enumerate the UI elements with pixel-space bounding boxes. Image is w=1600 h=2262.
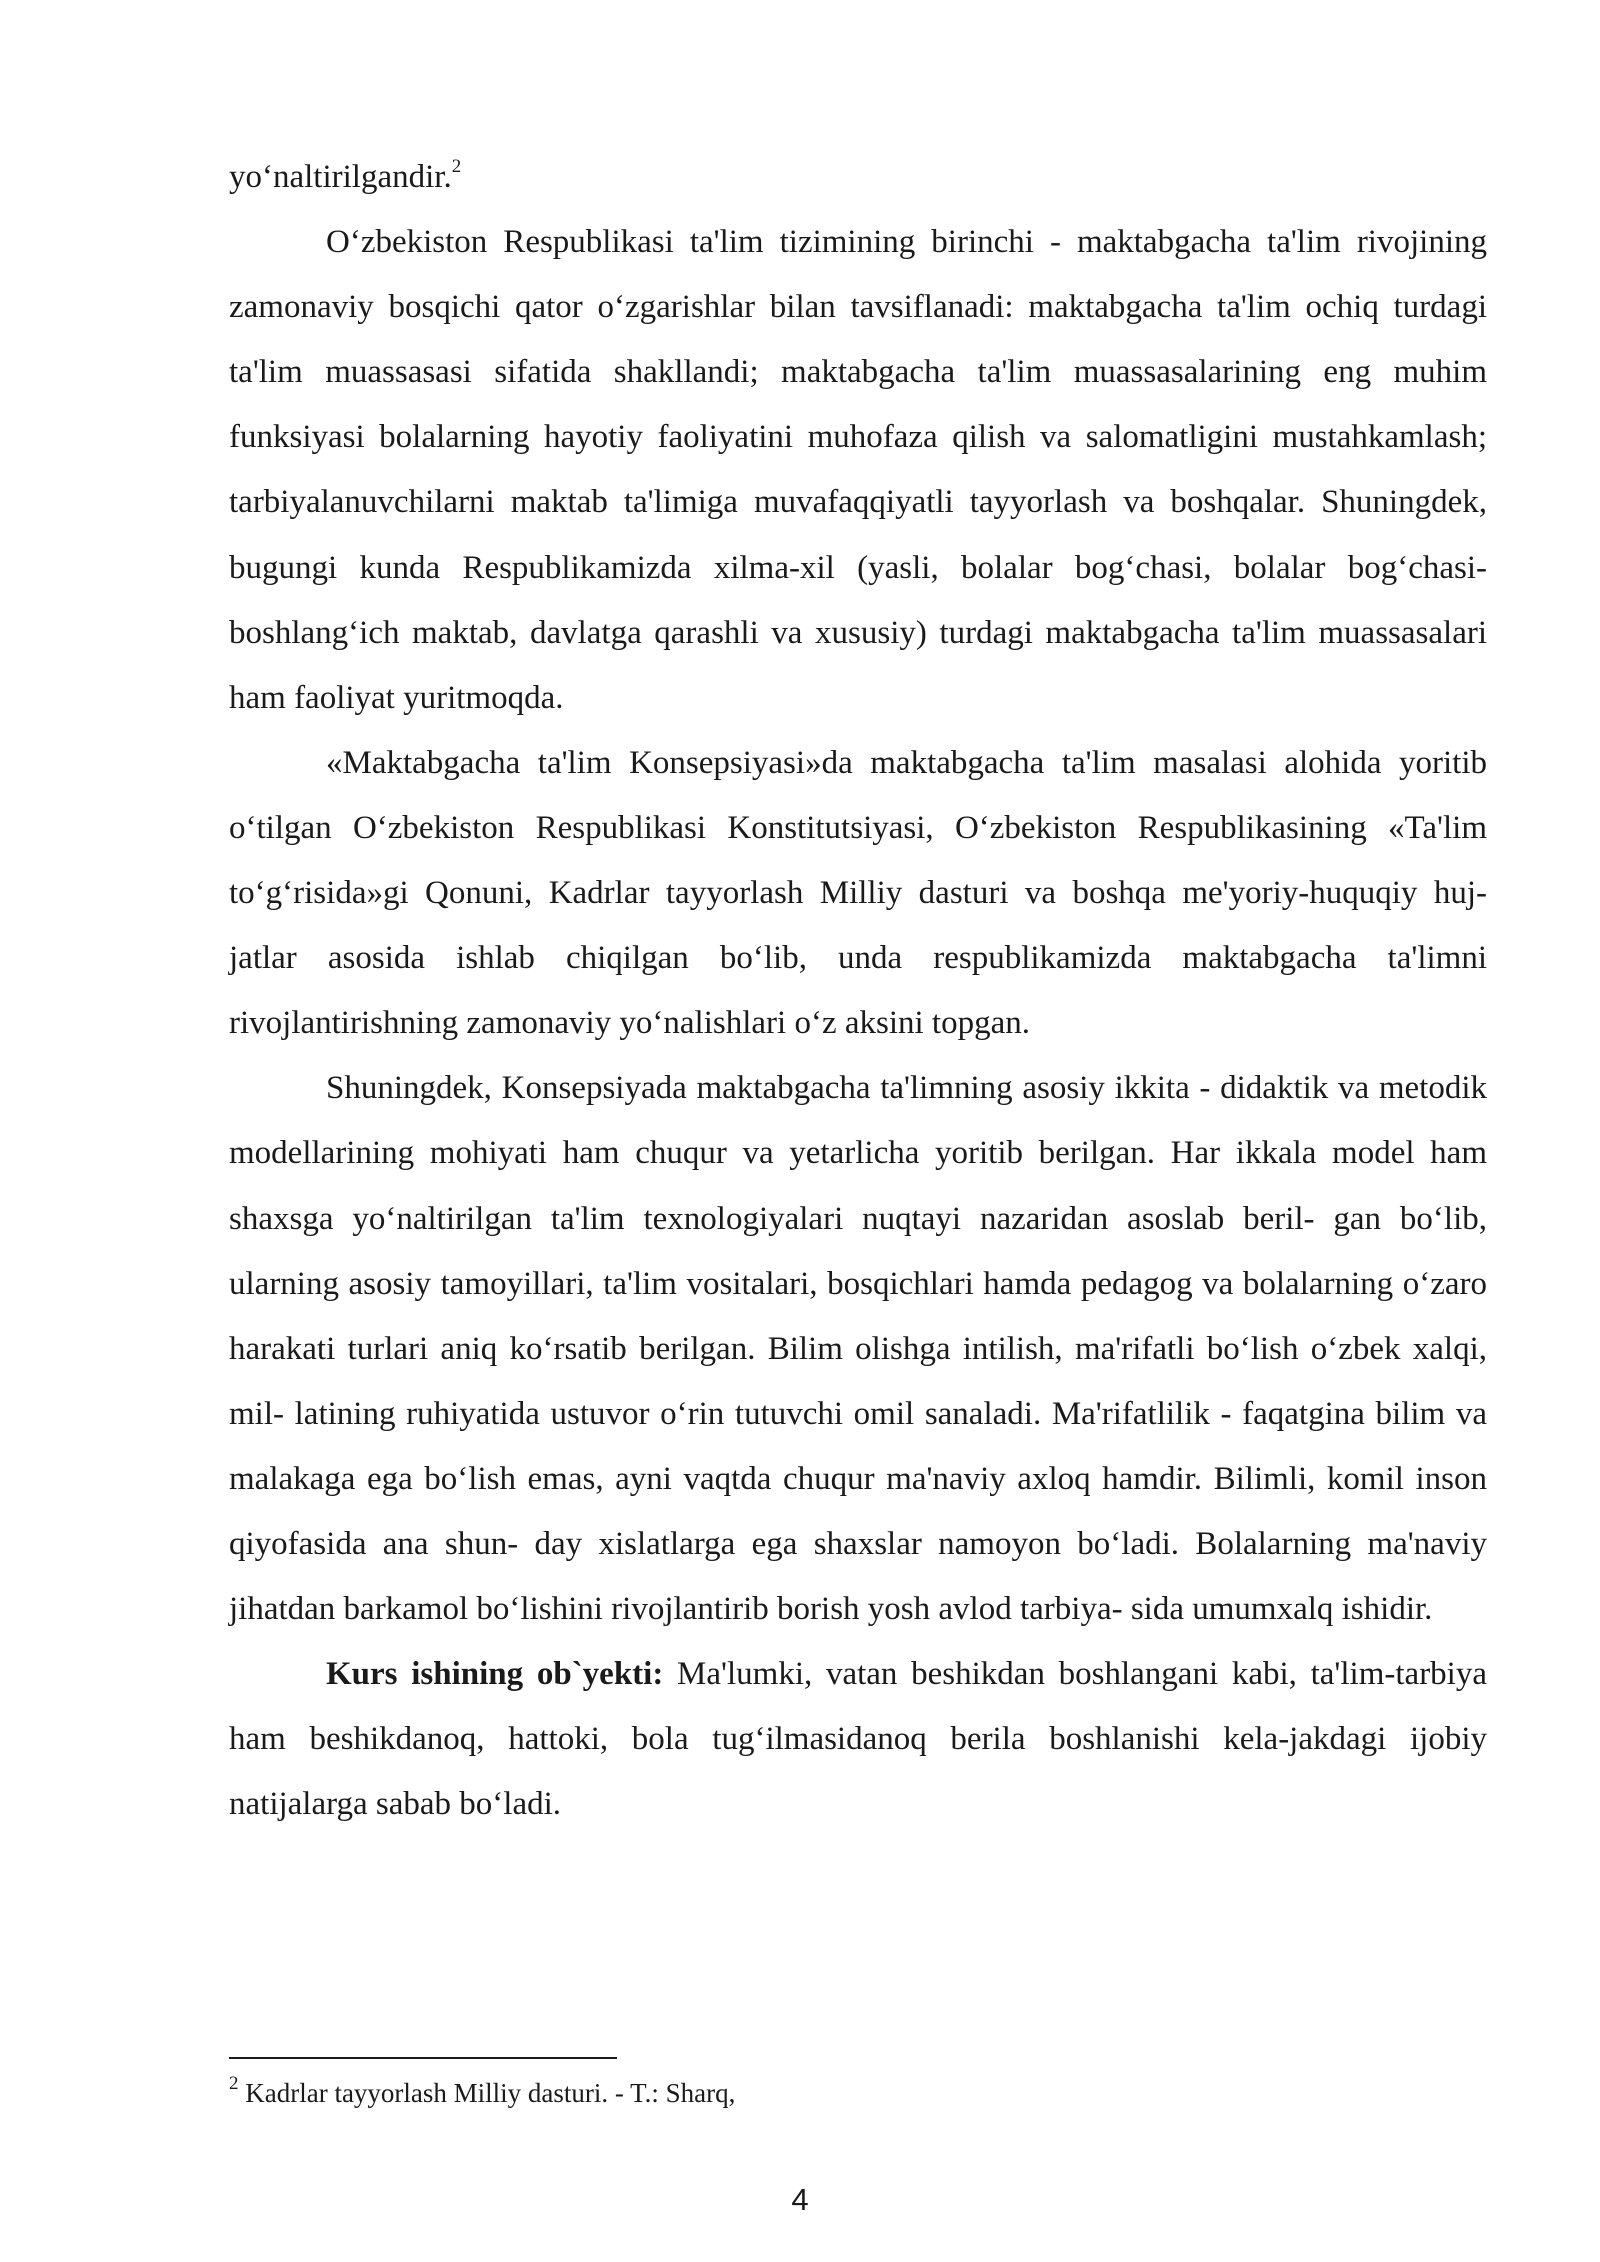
paragraph-continuation [229,145,1487,210]
footnote-separator [229,2057,617,2059]
footnote-text: Kadrlar tayyorlash Milliy dasturi. - T.: Sharq, [238,2078,736,2108]
paragraph-3: Shuningdek, Konsepsiyada maktabgacha ta'limning asosiy ikkita - didaktik va metodik modellarining mohiyati ham chuqur va yetarlicha yoritib berilgan. Har ikkala model ham shaxsga yo‘naltirilgan ta'lim texnologiyalari nuqtayi nazaridan asoslab beril- gan bo‘lib, ularning asosiy tamoyillari, ta'lim vositalari, bosqichlari hamda pedagog va bolalarning o‘zaro harakati turlari aniq ko‘rsatib berilgan. Bilim olishga intilish, ma'rifatli bo‘lish o‘zbek xalqi, mil- latining ruhiyatida ustuvor o‘rin tutuvchi omil sanaladi. Ma'rifatlilik - faqatgina bilim va malakaga ega bo‘lish emas, ayni vaqtda chuqur ma'naviy axloq hamdir. Bilimli, komil inson qiyofasida ana shun- day xislatlarga ega shaxslar namoyon bo‘ladi. Bolalarning ma'naviy jihatdan barkamol bo‘lishini rivojlantirib borish yosh avlod tarbiya- sida umumxalq ishidir. [229,1070,1487,1628]
footnote [229,2073,1487,2113]
paragraph-4 [229,1642,1487,1837]
paragraph-continuation-text: yo‘naltirilgandir. [229,159,452,195]
paragraph-4-text: Ma'lumki, vatan beshikdan boshlangani kabi, ta'lim-tarbiya ham beshikdanoq, hattoki, bola tug‘ilmasidanoq berila boshlanishi kela-jakdagi ijobiy natijalarga sabab bo‘ladi. [229,1656,1487,1823]
paragraph-2: «Maktabgacha ta'lim Konsepsiyasi»da maktabgacha ta'lim masalasi alohida yoritib o‘tilgan O‘zbekiston Respublikasi Konstitutsiyasi, O‘zbekiston Respublikasining «Ta'lim to‘g‘risida»gi Qonuni, Kadrlar tayyorlash Milliy dasturi va boshqa me'yoriy-huquqiy huj- jatlar asosida ishlab chiqilgan bo‘lib, unda respublikamizda maktabgacha ta'limni rivojlantirishning zamonaviy yo‘nalishlari o‘z aksini topgan. [229,744,1487,1042]
paragraph-1: O‘zbekiston Respublikasi ta'lim tizimining birinchi - maktabgacha ta'lim rivojining zamonaviy bosqichi qator o‘zgarishlar bilan tavsiflanadi: maktabgacha ta'lim ochiq turdagi ta'lim muassasasi sifatida shakllandi; maktabgacha ta'lim muassasalarining eng muhim funksiyasi bolalarning hayotiy faoliyatini muhofaza qilish va salomatligini mustahkamlash; tarbiyalanuvchilarni maktab ta'limiga muvafaqqiyatli tayyorlash va boshqalar. Shuningdek, bugungi kunda Respublikamizda xilma-xil (yasli, bolalar bog‘chasi, bolalar bog‘chasi-boshlang‘ich maktab, davlatga qarashli va xususiy) turdagi maktabgacha ta'lim muassasalari ham faoliyat yuritmoqda. [229,224,1487,716]
footnote-number: 2 [229,2073,239,2094]
course-object-heading: Kurs ishining ob`yekti: [326,1656,664,1693]
page-number: 4 [791,2182,809,2217]
footnote-reference: 2 [451,156,462,177]
body-text [229,145,1487,1837]
